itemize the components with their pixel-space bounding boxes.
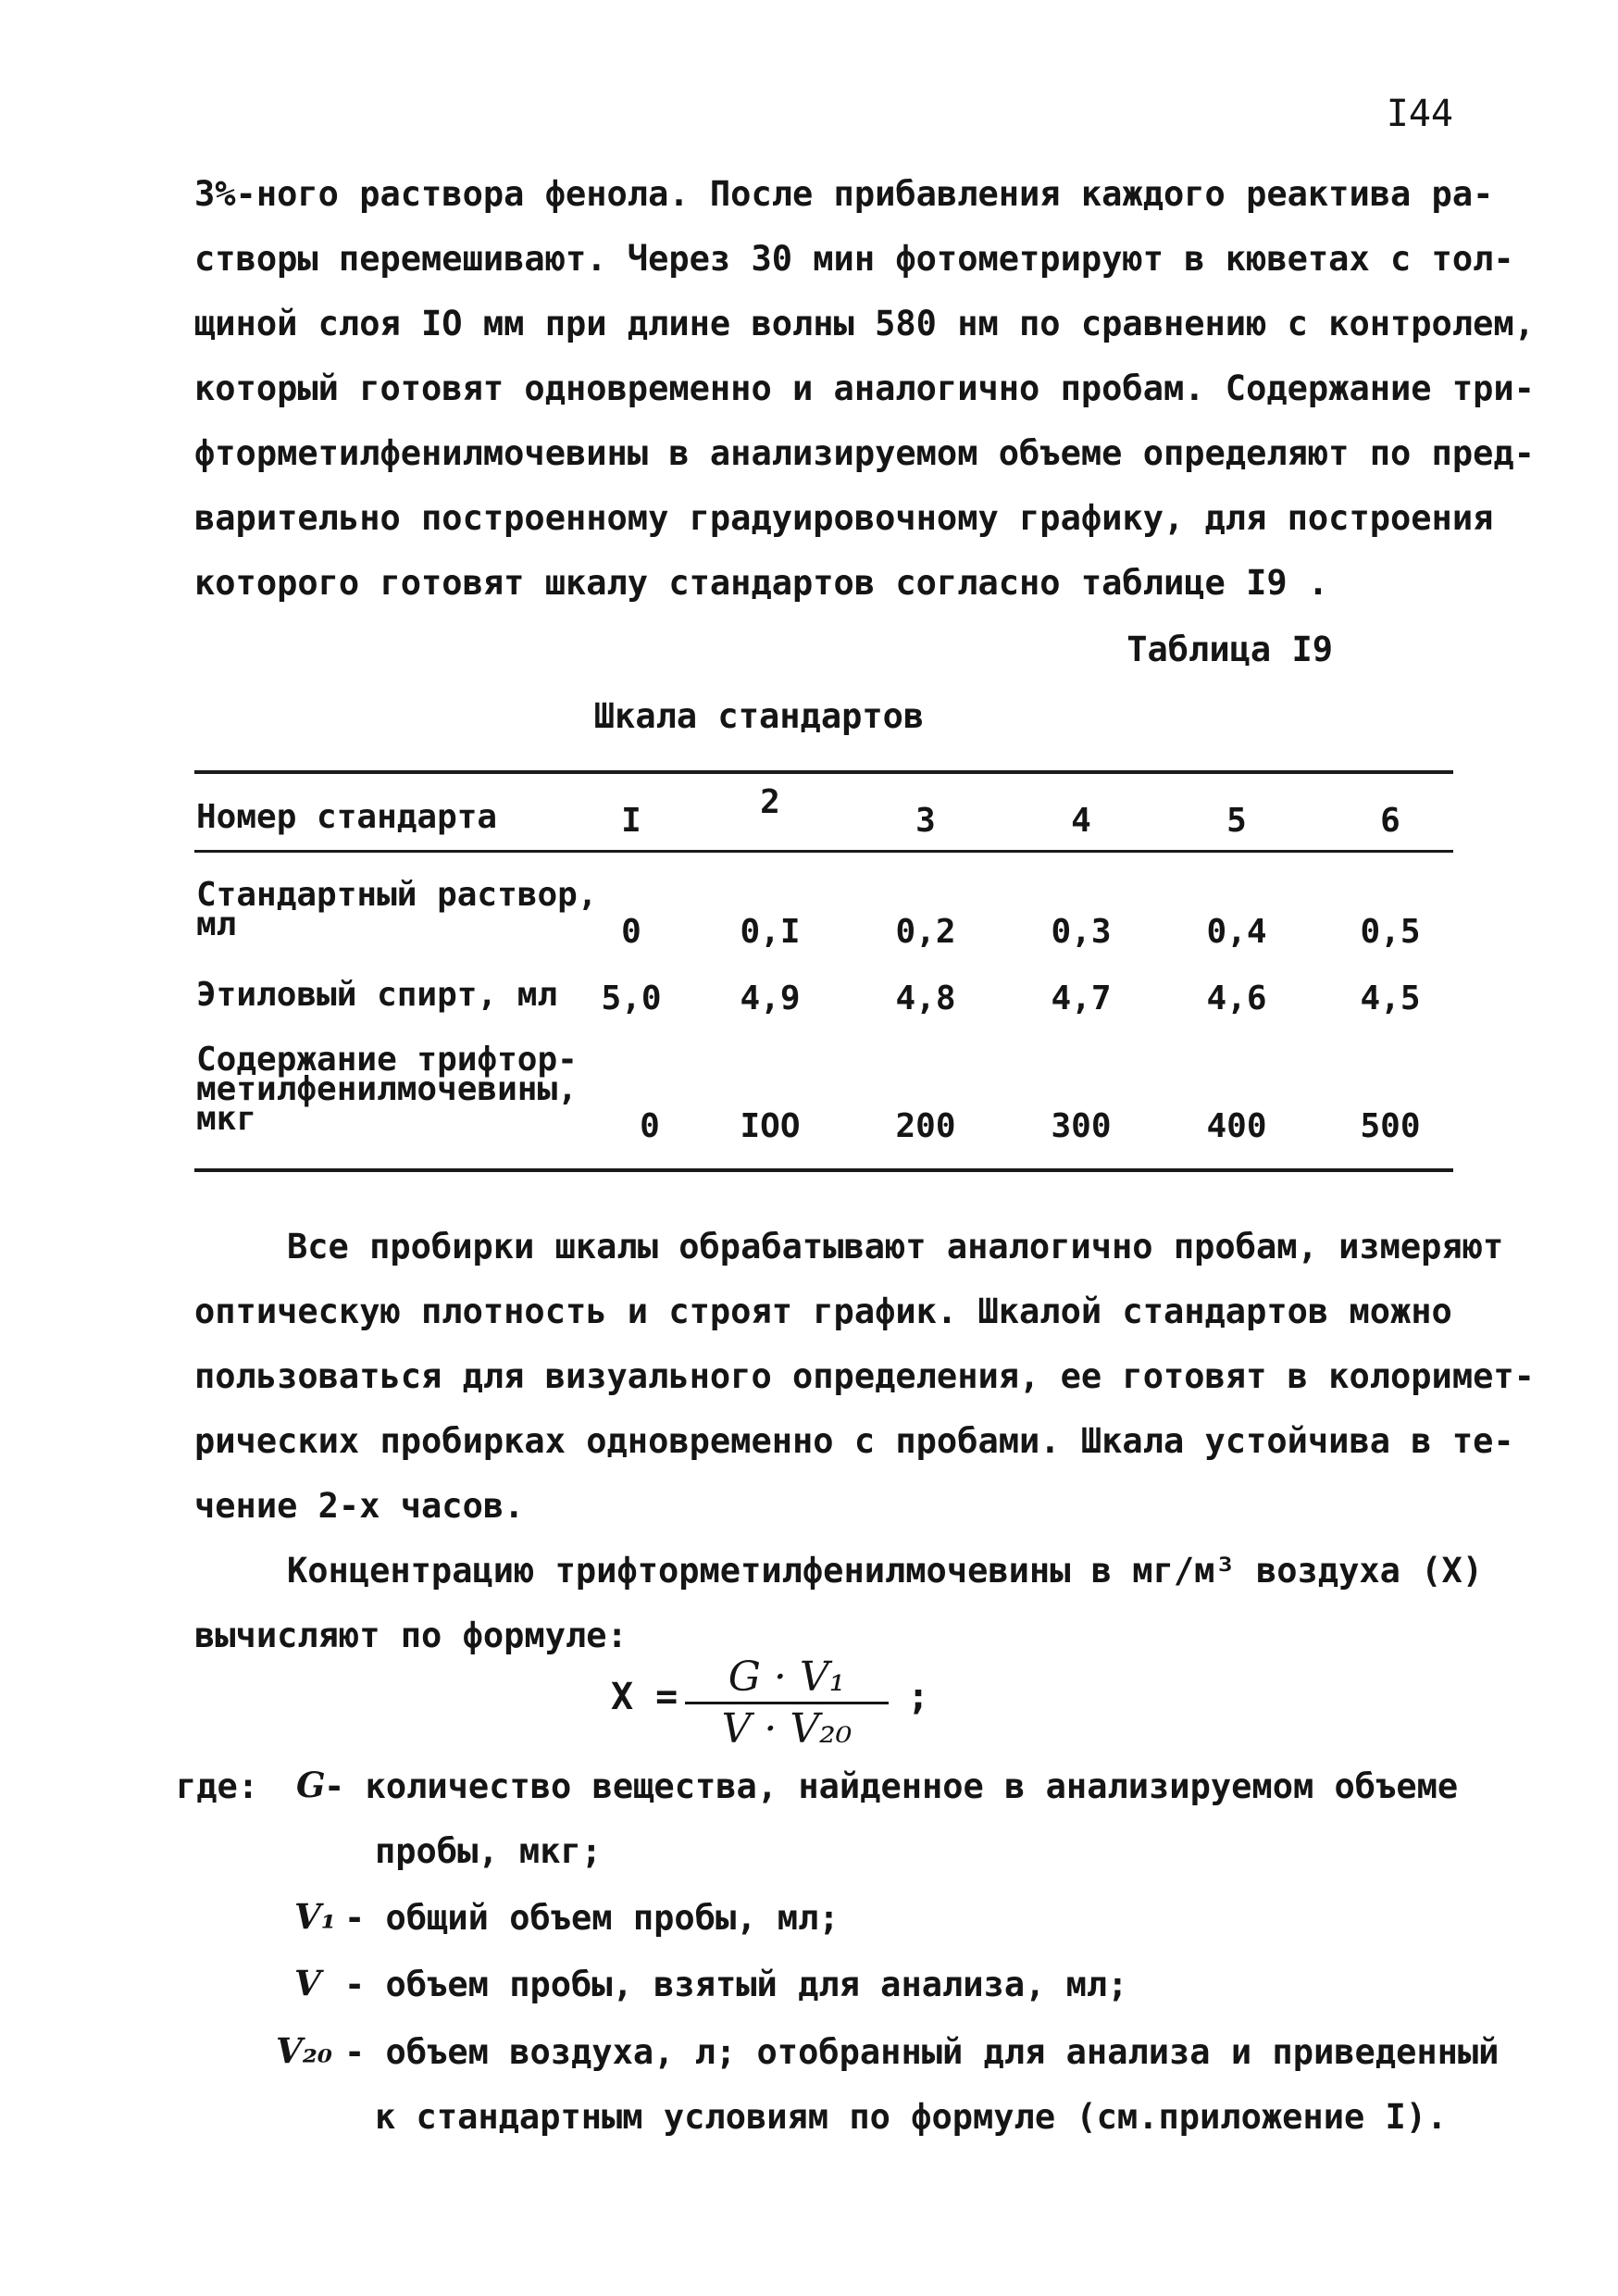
table-row-label: Содержание трифтор- <box>196 1041 578 1079</box>
table-cell: 0,2 <box>895 913 956 951</box>
table-header-cell: I <box>621 802 641 840</box>
table-row-label: метилфенилмочевины, <box>196 1070 578 1108</box>
table-cell: 4,7 <box>1051 980 1112 1017</box>
text-line: чение 2-х часов. <box>194 1486 525 1526</box>
formula-denominator: V · V₂₀ <box>721 1705 853 1753</box>
text-line: варительно построенному градуировочному графику, для построения <box>194 498 1494 538</box>
table-cell: 4,9 <box>740 980 801 1017</box>
table-header-cell: 2 <box>760 783 780 821</box>
table-bottom-rule <box>194 1168 1453 1172</box>
legend-text: - количество вещества, найденное в анализируемом объеме <box>324 1766 1459 1806</box>
table-cell: 4,5 <box>1360 980 1421 1017</box>
table-cell: 400 <box>1206 1107 1267 1145</box>
table-cell: 0 <box>640 1107 660 1145</box>
table-cell: 300 <box>1051 1107 1112 1145</box>
table-title: Шкала стандартов <box>593 696 925 736</box>
text-line: фторметилфенилмочевины в анализируемом объеме определяют по пред- <box>194 433 1535 473</box>
table-header-cell: 6 <box>1380 802 1400 840</box>
table-label: Таблица I9 <box>1126 630 1333 669</box>
legend-symbol: V <box>294 1963 321 2003</box>
fraction-bar <box>685 1702 889 1704</box>
legend-symbol: G <box>296 1765 326 1805</box>
table-cell: 0 <box>621 913 641 951</box>
table-cell: 0,3 <box>1051 913 1112 951</box>
text-line: оптическую плотность и строят график. Шкалой стандартов можно <box>194 1292 1452 1331</box>
table-row-label: мкг <box>196 1100 257 1138</box>
table-cell: 4,8 <box>895 980 956 1017</box>
table-cell: IOO <box>740 1107 801 1145</box>
legend-where: где: <box>176 1766 259 1806</box>
text-line: рических пробирках одновременно с пробами. Шкала устойчива в те- <box>194 1421 1514 1461</box>
table-row-label: мл <box>196 905 237 943</box>
legend-text: - объем пробы, взятый для анализа, мл; <box>344 1965 1128 2004</box>
text-line: Концентрацию трифторметилфенилмочевины в мг/м³ воздуха (Х) <box>287 1551 1484 1591</box>
legend-text: пробы, мкг; <box>375 1831 603 1871</box>
paragraph-concentration <box>194 1539 1484 1668</box>
table-cell: 4,6 <box>1206 980 1267 1017</box>
formula-lhs: Х = <box>611 1676 678 1718</box>
table-cell: 0,5 <box>1360 913 1421 951</box>
paragraph-method <box>194 162 1535 616</box>
table-top-rule <box>194 770 1453 774</box>
text-line: которого готовят шкалу стандартов согласно таблице I9 . <box>194 563 1329 603</box>
formula-numerator: G · V₁ <box>728 1653 846 1701</box>
legend-symbol: V₁ <box>294 1896 336 1937</box>
legend-symbol: V₂₀ <box>276 2030 333 2071</box>
paragraph-scale <box>194 1215 1535 1539</box>
formula-terminator: ; <box>907 1676 930 1718</box>
table-header-cell: 4 <box>1071 802 1091 840</box>
text-line: Все пробирки шкалы обрабатывают аналогично пробам, измеряют <box>287 1227 1504 1267</box>
legend-text: - объем воздуха, л; отобранный для анализа и приведенный <box>344 2032 1500 2072</box>
legend-text: к стандартным условиям по формуле (см.приложение I). <box>375 2097 1448 2137</box>
text-line: который готовят одновременно и аналогично пробам. Содержание три- <box>194 368 1535 408</box>
page-number: I44 <box>1386 93 1453 135</box>
table-cell: 5,0 <box>601 980 662 1017</box>
table-header-rule <box>194 850 1453 853</box>
table-row-label: Стандартный раствор, <box>196 876 598 914</box>
table-cell: 500 <box>1360 1107 1421 1145</box>
table-cell: 0,I <box>740 913 801 951</box>
table-row-label: Этиловый спирт, мл <box>196 976 558 1014</box>
concentration-formula <box>611 1653 1018 1759</box>
table-header-cell: 5 <box>1226 802 1247 840</box>
table-header-cell: 3 <box>915 802 936 840</box>
legend-text: - общий объем пробы, мл; <box>344 1898 840 1938</box>
text-line: вычисляют по формуле: <box>194 1616 628 1655</box>
text-line: 3%-ного раствора фенола. После прибавления каждого реактива ра- <box>194 174 1494 214</box>
table-cell: 0,4 <box>1206 913 1267 951</box>
table-cell: 200 <box>895 1107 956 1145</box>
text-line: створы перемешивают. Через 30 мин фотометрируют в кюветах с тол- <box>194 239 1514 279</box>
text-line: щиной слоя IO мм при длине волны 580 нм по сравнению с контролем, <box>194 304 1535 343</box>
table-header-label: Номер стандарта <box>196 798 498 836</box>
text-line: пользоваться для визуального определения, ее готовят в колоримет- <box>194 1356 1535 1396</box>
